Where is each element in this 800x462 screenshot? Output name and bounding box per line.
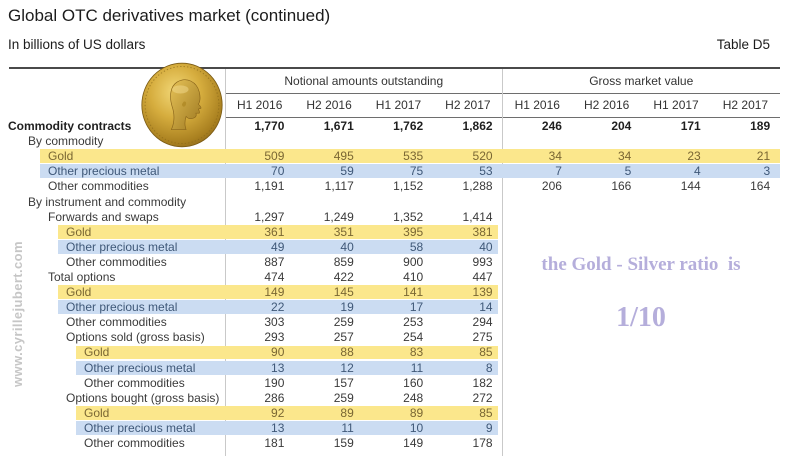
cell-value: 509 bbox=[264, 149, 285, 164]
column-header: H2 2017 bbox=[445, 98, 491, 112]
cell-value: 89 bbox=[340, 405, 354, 420]
cell-value: 21 bbox=[756, 149, 771, 164]
cell-value: 89 bbox=[409, 405, 424, 420]
row-label: Other precious metal bbox=[84, 360, 196, 375]
row-label: Other precious metal bbox=[66, 239, 178, 254]
cell-value: 14 bbox=[479, 300, 493, 315]
cell-value: 3 bbox=[763, 164, 771, 179]
row-label: By instrument and commodity bbox=[28, 194, 187, 209]
table-row bbox=[0, 194, 780, 209]
table-row bbox=[0, 179, 780, 194]
table-body bbox=[0, 119, 780, 451]
cell-value: 4 bbox=[694, 164, 701, 179]
cell-value: 248 bbox=[403, 390, 424, 405]
row-label: Commodity contracts bbox=[8, 119, 132, 134]
cell-value: 171 bbox=[680, 119, 701, 134]
cell-value: 294 bbox=[472, 315, 493, 330]
cell-value: 164 bbox=[750, 179, 771, 194]
cell-value: 190 bbox=[264, 375, 285, 390]
cell-value: 139 bbox=[472, 285, 493, 300]
cell-value: 1,117 bbox=[324, 179, 354, 194]
cell-value: 149 bbox=[403, 436, 424, 451]
cell-value: 34 bbox=[548, 149, 562, 164]
table-row bbox=[0, 239, 780, 254]
cell-value: 1,191 bbox=[254, 179, 285, 194]
column-header: H1 2017 bbox=[653, 98, 699, 112]
cell-value: 259 bbox=[333, 390, 354, 405]
cell-value: 160 bbox=[403, 375, 424, 390]
cell-value: 19 bbox=[340, 300, 354, 315]
table-row bbox=[0, 285, 780, 300]
cell-value: 395 bbox=[403, 224, 424, 239]
cell-value: 254 bbox=[403, 330, 424, 345]
cell-value: 182 bbox=[472, 375, 493, 390]
annotation-line1: the Gold - Silver ratio is bbox=[541, 254, 741, 275]
cell-value: 40 bbox=[479, 239, 493, 254]
cell-value: 13 bbox=[271, 360, 285, 375]
cell-value: 253 bbox=[403, 315, 424, 330]
cell-value: 275 bbox=[472, 330, 493, 345]
row-label: Other precious metal bbox=[84, 420, 196, 435]
cell-value: 1,288 bbox=[462, 179, 493, 194]
table-row bbox=[0, 390, 780, 405]
cell-value: 1,152 bbox=[393, 179, 424, 194]
cell-value: 17 bbox=[409, 300, 424, 315]
cell-value: 1,671 bbox=[323, 119, 354, 134]
table-row bbox=[0, 375, 780, 390]
row-label: Forwards and swaps bbox=[48, 209, 159, 224]
cell-value: 535 bbox=[403, 149, 424, 164]
cell-value: 11 bbox=[410, 360, 424, 375]
page-title: Global OTC derivatives market (continued) bbox=[8, 6, 331, 25]
row-label: Gold bbox=[84, 405, 110, 420]
cell-value: 59 bbox=[340, 164, 354, 179]
annotation-line2: 1/10 bbox=[616, 302, 666, 333]
units-label: In billions of US dollars bbox=[8, 37, 146, 52]
cell-value: 1,414 bbox=[462, 209, 493, 224]
cell-value: 259 bbox=[333, 315, 354, 330]
watermark: www.cyrillejubert.com bbox=[10, 241, 25, 387]
row-label: By commodity bbox=[28, 134, 104, 149]
table-top-rule bbox=[9, 67, 780, 69]
cell-value: 85 bbox=[479, 345, 493, 360]
table-row bbox=[0, 134, 780, 149]
table-row bbox=[0, 224, 780, 239]
cell-value: 90 bbox=[271, 345, 285, 360]
row-label: Other precious metal bbox=[66, 300, 178, 315]
column-header: H1 2017 bbox=[375, 98, 422, 112]
cell-value: 13 bbox=[271, 420, 285, 435]
table-row bbox=[0, 119, 780, 134]
cell-value: 178 bbox=[472, 436, 493, 451]
cell-value: 5 bbox=[624, 164, 632, 179]
row-label: Other commodities bbox=[84, 375, 185, 390]
cell-value: 34 bbox=[617, 149, 632, 164]
cell-value: 49 bbox=[271, 239, 285, 254]
cell-value: 206 bbox=[541, 179, 562, 194]
column-header: H1 2016 bbox=[237, 98, 283, 112]
cell-value: 859 bbox=[333, 254, 354, 269]
cell-value: 141 bbox=[403, 285, 424, 300]
cell-value: 22 bbox=[271, 300, 285, 315]
row-label: Gold bbox=[84, 345, 110, 360]
group-header-gross: Gross market value bbox=[589, 74, 694, 88]
cell-value: 286 bbox=[264, 390, 285, 405]
gold-coin-icon bbox=[141, 62, 223, 148]
cell-value: 257 bbox=[333, 330, 354, 345]
cell-value: 303 bbox=[264, 315, 285, 330]
row-label: Other precious metal bbox=[48, 164, 160, 179]
row-label: Gold bbox=[66, 285, 92, 300]
row-label: Other commodities bbox=[66, 315, 167, 330]
cell-value: 422 bbox=[333, 269, 354, 284]
row-label: Other commodities bbox=[48, 179, 149, 194]
column-header: H1 2016 bbox=[514, 98, 560, 112]
row-label: Options bought (gross basis) bbox=[66, 390, 220, 405]
cell-value: 246 bbox=[541, 119, 562, 134]
cell-value: 361 bbox=[264, 224, 285, 239]
column-header: H2 2016 bbox=[306, 98, 352, 112]
cell-value: 40 bbox=[340, 239, 354, 254]
cell-value: 1,770 bbox=[254, 119, 285, 134]
cell-value: 293 bbox=[264, 330, 285, 345]
cell-value: 181 bbox=[264, 436, 285, 451]
cell-value: 189 bbox=[750, 119, 771, 134]
cell-value: 381 bbox=[472, 224, 493, 239]
cell-value: 88 bbox=[340, 345, 354, 360]
cell-value: 83 bbox=[409, 345, 424, 360]
cell-value: 1,249 bbox=[323, 209, 354, 224]
table-row bbox=[0, 149, 780, 164]
row-label: Other commodities bbox=[66, 254, 167, 269]
table-row bbox=[0, 164, 780, 179]
cell-value: 11 bbox=[341, 420, 354, 435]
cell-value: 75 bbox=[409, 164, 424, 179]
cell-value: 520 bbox=[472, 149, 493, 164]
cell-value: 8 bbox=[485, 360, 493, 375]
cell-value: 53 bbox=[479, 164, 493, 179]
cell-value: 1,297 bbox=[254, 209, 285, 224]
cell-value: 993 bbox=[472, 254, 493, 269]
table-row bbox=[0, 209, 780, 224]
cell-value: 1,352 bbox=[393, 209, 424, 224]
table-row bbox=[0, 435, 780, 450]
group-header-notional: Notional amounts outstanding bbox=[284, 74, 444, 88]
table-row bbox=[0, 420, 780, 435]
column-header-row bbox=[225, 94, 781, 116]
cell-value: 9 bbox=[485, 420, 493, 435]
row-label: Options sold (gross basis) bbox=[66, 330, 205, 345]
cell-value: 1,762 bbox=[393, 119, 424, 134]
table-row bbox=[0, 360, 780, 375]
cell-value: 410 bbox=[403, 269, 424, 284]
cell-value: 447 bbox=[472, 269, 493, 284]
cell-value: 70 bbox=[271, 164, 285, 179]
cell-value: 351 bbox=[333, 224, 354, 239]
row-label: Gold bbox=[66, 224, 92, 239]
cell-value: 887 bbox=[264, 254, 285, 269]
cell-value: 900 bbox=[403, 254, 424, 269]
cell-value: 58 bbox=[409, 239, 424, 254]
table-row bbox=[0, 405, 780, 420]
cell-value: 144 bbox=[680, 179, 701, 194]
row-label: Gold bbox=[48, 149, 74, 164]
cell-value: 10 bbox=[409, 420, 424, 435]
cell-value: 85 bbox=[479, 405, 493, 420]
row-label: Total options bbox=[48, 269, 116, 284]
cell-value: 157 bbox=[333, 375, 354, 390]
cell-value: 166 bbox=[611, 179, 632, 194]
cell-value: 495 bbox=[333, 149, 354, 164]
row-label: Other commodities bbox=[84, 436, 185, 451]
cell-value: 92 bbox=[271, 405, 285, 420]
cell-value: 145 bbox=[333, 285, 354, 300]
cell-value: 7 bbox=[555, 164, 562, 179]
cell-value: 159 bbox=[333, 436, 354, 451]
column-header: H2 2017 bbox=[722, 98, 769, 112]
table-number-label: Table D5 bbox=[716, 37, 770, 52]
cell-value: 12 bbox=[340, 360, 354, 375]
cell-value: 272 bbox=[472, 390, 493, 405]
column-header: H2 2016 bbox=[583, 98, 630, 112]
cell-value: 474 bbox=[264, 269, 285, 284]
cell-value: 23 bbox=[687, 149, 701, 164]
table-row bbox=[0, 345, 780, 360]
cell-value: 204 bbox=[611, 119, 632, 134]
cell-value: 1,862 bbox=[462, 119, 493, 134]
cell-value: 149 bbox=[264, 285, 285, 300]
